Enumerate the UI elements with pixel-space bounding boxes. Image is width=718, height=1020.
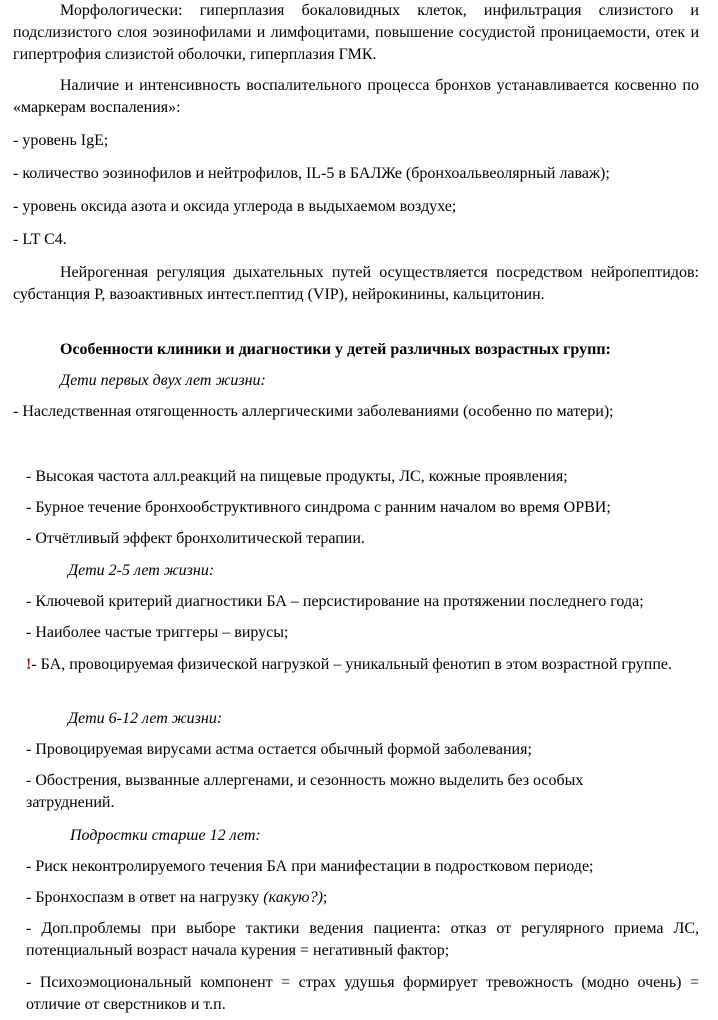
list-item-end: ; [322, 889, 328, 906]
list-item: - Провоцируемая вирусами астма остается обычный формой заболевания; [26, 741, 532, 758]
group-title-teens: Подростки старше 12 лет: [70, 827, 261, 844]
question-note: (какую?) [263, 889, 323, 906]
section-heading: Особенности клиники и диагностики у детей различных возрастных групп: [60, 341, 611, 358]
list-item: - Бурное течение бронхообструктивного синдрома с ранним началом во время ОРВИ; [26, 499, 611, 516]
list-item-marker: - LT C4. [13, 231, 67, 248]
list-item: - Доп.проблемы при выборе тактики ведения пациента: отказ от регулярного приема ЛС, потенциальный возраст начала курения = негативный фактор; [26, 920, 699, 959]
list-item [26, 887, 699, 909]
list-item: - Ключевой критерий диагностики БА – персистирование на протяжении последнего года; [26, 593, 644, 610]
paragraph-morphology: Морфологически: гиперплазия бокаловидных клеток, инфильтрация слизистого и подслизистого слоя эозинофилами и лимфоцитами, повышение сосудистой проницаемости, отек и гипертрофия слизистой оболочки, гиперплазия ГМК. [13, 2, 699, 63]
exclamation-mark: ! [26, 656, 32, 673]
list-item: - Риск неконтролируемого течения БА при манифестации в подростковом периоде; [26, 858, 594, 875]
group-title-infants: Дети первых двух лет жизни: [60, 372, 266, 389]
group-title-6-12: Дети 6-12 лет жизни: [68, 710, 223, 727]
list-item: - Отчётливый эффект бронхолитической терапии. [26, 530, 365, 547]
list-item: - Высокая частота алл.реакций на пищевые продукты, ЛС, кожные проявления; [26, 468, 568, 485]
list-item-marker: - уровень оксида азота и оксида углерода в выдыхаемом воздухе; [13, 198, 457, 215]
paragraph-neuro-regulation: Нейрогенная регуляция дыхательных путей осуществляется посредством нейропептидов: субстанция P, вазоактивных интест.пептид (VIP), нейрокинины, кальцитонин. [13, 264, 699, 303]
list-item: - Обострения, вызванные аллергенами, и сезонность можно выделить без особых затруднений. [26, 772, 584, 811]
list-item-marker: - уровень IgE; [13, 132, 109, 149]
warning-list-item [26, 654, 699, 676]
group-title-2-5: Дети 2-5 лет жизни: [68, 562, 215, 579]
warning-text: - БА, провоцируемая физической нагрузкой – уникальный фенотип в этом возрастной группе. [31, 656, 672, 673]
list-item-marker: - количество эозинофилов и нейтрофилов, IL-5 в БАЛЖе (бронхоальвеолярный лаваж); [13, 165, 610, 182]
list-item: - Наиболее частые триггеры – вирусы; [26, 624, 289, 641]
list-item: - Психоэмоциональный компонент = страх удушья формирует тревожность (модно очень) = отличие от сверстников и т.п. [26, 974, 699, 1013]
list-item-text: - Бронхоспазм в ответ на нагрузку [26, 889, 264, 906]
paragraph-markers-intro: Наличие и интенсивность воспалительного процесса бронхов устанавливается косвенно по «маркерам воспаления»: [13, 77, 699, 116]
list-item: - Наследственная отягощенность аллергическими заболеваниями (особенно по матери); [13, 403, 614, 420]
